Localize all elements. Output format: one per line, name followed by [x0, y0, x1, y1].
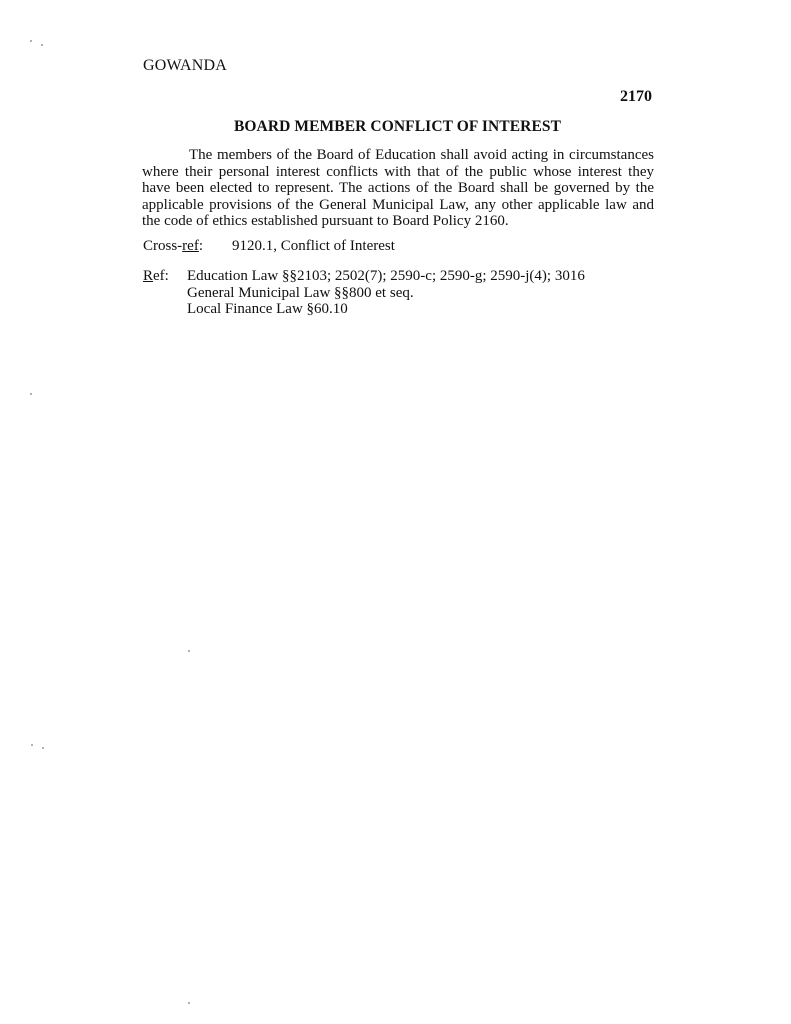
- scan-speck: [188, 1002, 190, 1004]
- cross-reference-value: 9120.1, Conflict of Interest: [232, 238, 395, 254]
- cross-reference-label: Cross-ref:: [143, 238, 203, 254]
- cross-reference: [143, 238, 395, 255]
- policy-number: 2170: [620, 88, 652, 105]
- reference-item: Local Finance Law §60.10: [187, 301, 348, 317]
- scan-speck: [41, 44, 43, 46]
- policy-title: BOARD MEMBER CONFLICT OF INTEREST: [233, 118, 562, 135]
- district-name: GOWANDA: [143, 57, 228, 74]
- references-label: Ref:: [143, 268, 169, 284]
- scan-speck: [30, 393, 32, 395]
- policy-body-paragraph: The members of the Board of Education shall avoid acting in circumstances where their personal interest conflicts with that of the public whose interest they have been elected to represent. The actions of the Board shall be governed by the applicable provisions of the General Municipal Law, any other applicable law and the code of ethics established pursuant to Board Policy 2160.: [142, 147, 654, 229]
- scan-speck: [30, 40, 32, 42]
- scan-speck: [31, 744, 33, 746]
- reference-item: General Municipal Law §§800 et seq.: [187, 284, 414, 301]
- scan-speck: [42, 747, 44, 749]
- references-list: [187, 268, 585, 318]
- reference-item: Education Law §§2103; 2502(7); 2590-c; 2590-g; 2590-j(4); 3016: [187, 268, 585, 284]
- scan-speck: [188, 650, 190, 652]
